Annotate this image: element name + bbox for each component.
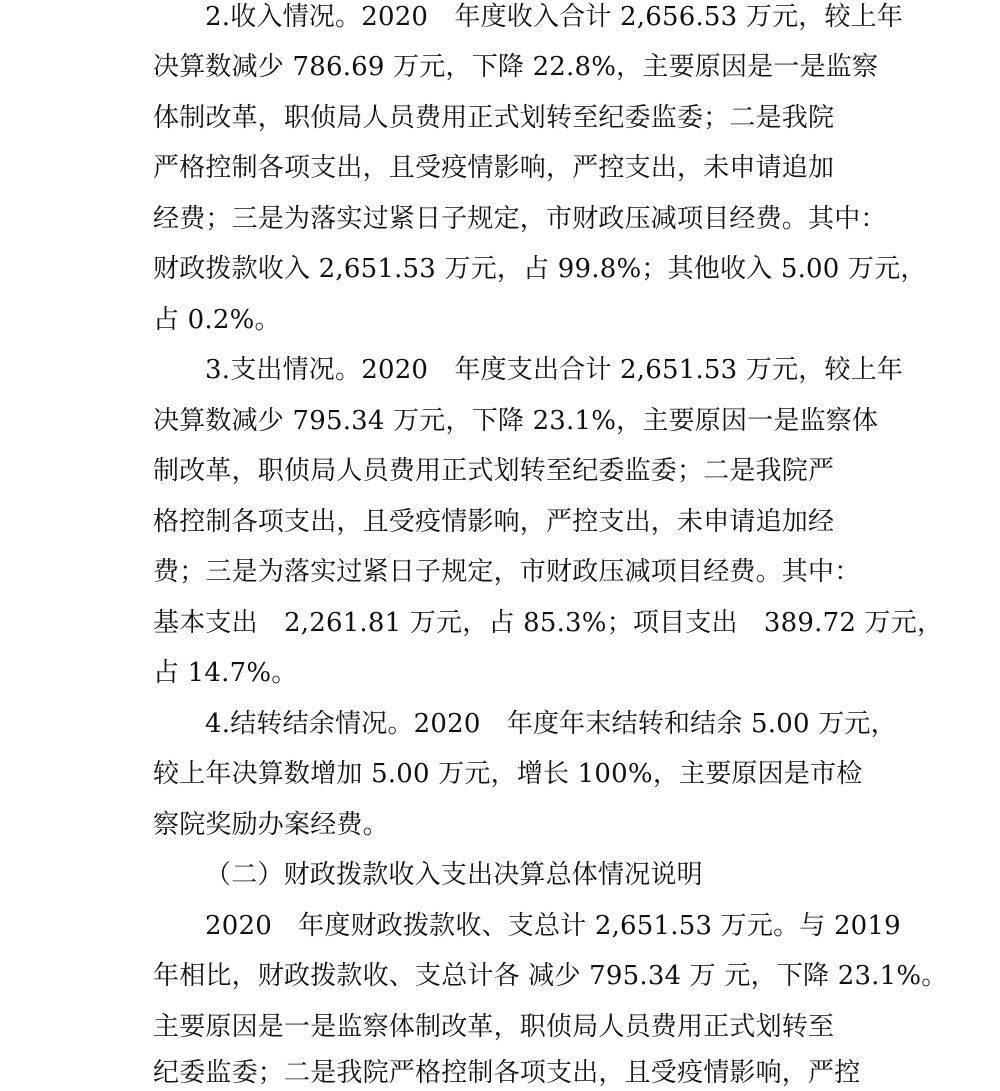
paragraph-expense-line-6: 基本支出 2,261.81 万元，占 85.3%；项目支出 389.72 万元，	[153, 608, 944, 638]
paragraph-fiscal-line-4: 纪委监委；二是我院严格控制各项支出，且受疫情影响，严控	[153, 1058, 861, 1088]
paragraph-fiscal-line-1: 2020 年度财政拨款收、支总计 2,651.53 万元。与 2019	[205, 911, 901, 941]
paragraph-expense-line-7: 占 14.7%。	[153, 658, 298, 688]
paragraph-income-line-4: 严格控制各项支出，且受疫情影响，严控支出，未申请追加	[153, 153, 835, 183]
paragraph-income-line-2: 决算数减少 786.69 万元，下降 22.8%，主要原因是一是监察	[153, 52, 879, 82]
paragraph-expense-line-2: 决算数减少 795.34 万元，下降 23.1%，主要原因一是监察体	[153, 406, 879, 436]
paragraph-income-line-6: 财政拨款收入 2,651.53 万元，占 99.8%；其他收入 5.00 万元，	[153, 254, 927, 284]
section-heading: （二）财政拨款收入支出决算总体情况说明	[205, 860, 703, 890]
paragraph-income-line-7: 占 0.2%。	[153, 305, 281, 335]
paragraph-expense-line-4: 格控制各项支出，且受疫情影响，严控支出，未申请追加经	[153, 507, 835, 537]
paragraph-income-line-1: 2.收入情况。2020 年度收入合计 2,656.53 万元，较上年	[205, 2, 904, 32]
paragraph-carryover-line-1: 4.结转结余情况。2020 年度年末结转和结余 5.00 万元，	[205, 709, 897, 739]
paragraph-expense-line-3: 制改革，职侦局人员费用正式划转至纪委监委；二是我院严	[153, 456, 835, 486]
paragraph-income-line-5: 经费；三是为落实过紧日子规定，市财政压减项目经费。其中：	[153, 204, 887, 234]
paragraph-carryover-line-3: 察院奖励办案经费。	[153, 810, 389, 840]
paragraph-expense-line-1: 3.支出情况。2020 年度支出合计 2,651.53 万元，较上年	[205, 355, 904, 385]
paragraph-expense-line-5: 费；三是为落实过紧日子规定，市财政压减项目经费。其中：	[153, 557, 861, 587]
paragraph-fiscal-line-2: 年相比，财政拨款收、支总计各 减少 795.34 万 元，下降 23.1%。	[153, 961, 948, 991]
paragraph-carryover-line-2: 较上年决算数增加 5.00 万元，增长 100%，主要原因是市检	[153, 759, 863, 789]
paragraph-fiscal-line-3: 主要原因是一是监察体制改革，职侦局人员费用正式划转至	[153, 1012, 835, 1042]
paragraph-income-line-3: 体制改革，职侦局人员费用正式划转至纪委监委；二是我院	[153, 103, 835, 133]
